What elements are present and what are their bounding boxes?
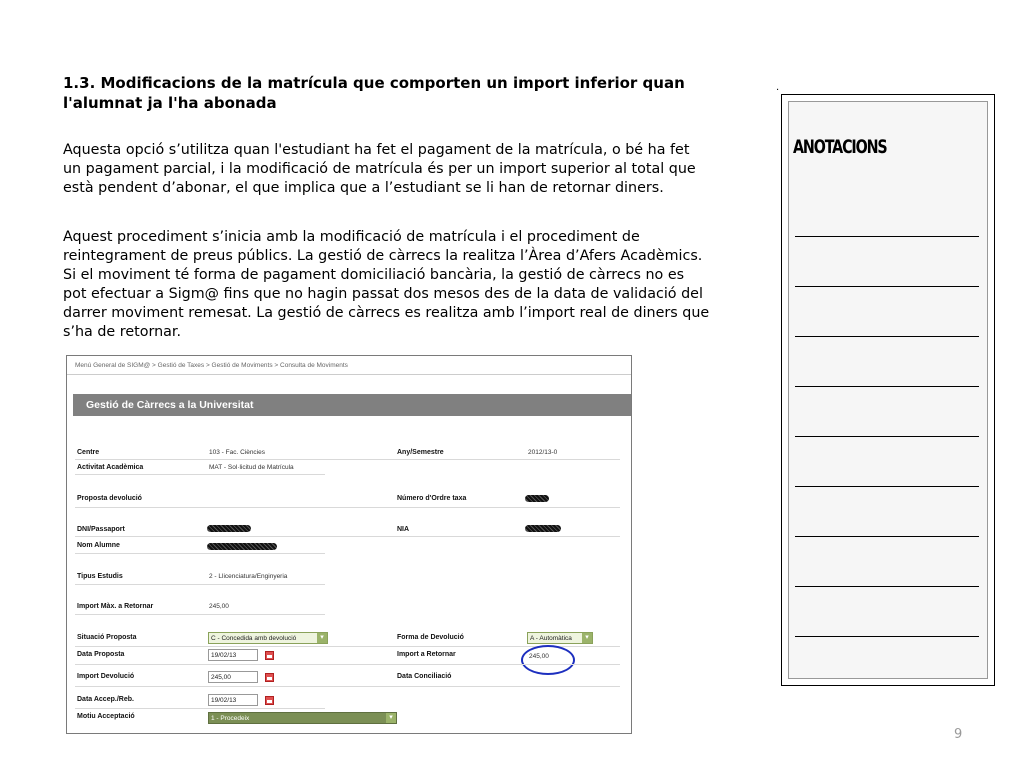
import-retornar-value: 245,00 — [529, 653, 549, 660]
centre-value: 103 - Fac. Ciències — [209, 449, 265, 456]
annotations-box — [781, 94, 995, 686]
situacio-label: Situació Proposta — [77, 634, 137, 641]
annotation-dot: . — [776, 82, 780, 93]
form-title: Gestió de Càrrecs a la Universitat — [73, 394, 631, 416]
calculator-icon[interactable] — [265, 673, 274, 682]
redacted-numero — [525, 495, 549, 502]
motiu-select[interactable] — [208, 712, 397, 724]
data-conciliacio-label: Data Conciliació — [397, 673, 452, 680]
nom-label: Nom Alumne — [77, 542, 120, 549]
note-line[interactable] — [795, 386, 979, 387]
import-devolucio-label: Import Devolució — [77, 673, 135, 680]
note-line[interactable] — [795, 236, 979, 237]
import-max-value: 245,00 — [209, 603, 229, 610]
forma-label: Forma de Devolució — [397, 634, 464, 641]
import-devolucio-input[interactable]: 245,00 — [208, 671, 258, 683]
numero-label: Número d'Ordre taxa — [397, 495, 467, 502]
data-proposta-label: Data Proposta — [77, 651, 125, 658]
chevron-down-icon: ▾ — [317, 633, 327, 643]
nia-label: NIA — [397, 526, 410, 533]
note-line[interactable] — [795, 286, 979, 287]
any-label: Any/Semestre — [397, 449, 444, 456]
embedded-screenshot — [66, 355, 632, 734]
note-line[interactable] — [795, 636, 979, 637]
data-proposta-input[interactable]: 19/02/13 — [208, 649, 258, 661]
redacted-dni — [207, 525, 251, 532]
forma-select[interactable] — [527, 632, 593, 644]
redacted-nia — [525, 525, 561, 532]
tipus-value: 2 - Llicenciatura/Enginyeria — [209, 573, 288, 580]
calendar-icon[interactable] — [265, 651, 274, 660]
chevron-down-icon: ▾ — [386, 713, 396, 723]
page-number: 9 — [954, 727, 963, 742]
centre-label: Centre — [77, 449, 100, 456]
dni-label: DNI/Passaport — [77, 526, 125, 533]
situacio-select-value: C - Concedida amb devolució — [211, 635, 297, 642]
data-accep-label: Data Accep./Reb. — [77, 696, 134, 703]
activitat-label: Activitat Acadèmica — [77, 464, 144, 471]
breadcrumb: Menú General de SIGM@ > Gestió de Taxes > Gestió de Moviments > Consulta de Moviments — [75, 362, 348, 369]
chevron-down-icon: ▾ — [582, 633, 592, 643]
note-line[interactable] — [795, 336, 979, 337]
note-line[interactable] — [795, 586, 979, 587]
note-line[interactable] — [795, 486, 979, 487]
import-retornar-label: Import a Retornar — [397, 651, 456, 658]
forma-select-value: A - Automàtica — [530, 635, 572, 642]
data-accep-input[interactable]: 19/02/13 — [208, 694, 258, 706]
procedure-paragraph: Aquest procediment s’inicia amb la modificació de matrícula i el procediment de reintegrament de preus públics. La gestió de càrrecs la realitza l’Àrea d’Afers Acadèmics. Si el moviment té forma de pagament domiciliació bancària, la gestió de càrrecs no es pot efectuar a Sigm@ fins que no hagin passat dos mesos des de la data de validació del darrer moviment remesat. La gestió de càrrecs es realitza amb l’import real de diners que s’ha de retornar. — [63, 229, 710, 340]
note-line[interactable] — [795, 536, 979, 537]
proposta-label: Proposta devolució — [77, 495, 142, 502]
tipus-label: Tipus Estudis — [77, 573, 123, 580]
section-heading: 1.3. Modificacions de la matrícula que comporten un import inferior quan l'alumnat ja l'ha abonada — [63, 74, 685, 112]
highlight-circle — [521, 645, 575, 675]
import-max-label: Import Màx. a Retornar — [77, 603, 154, 610]
any-value: 2012/13-0 — [528, 449, 558, 456]
calendar-icon[interactable] — [265, 696, 274, 705]
motiu-label: Motiu Acceptació — [77, 713, 135, 720]
redacted-nom — [207, 543, 277, 550]
annotations-title: ANOTACIONS — [793, 136, 887, 158]
activitat-value: MAT - Sol·licitud de Matrícula — [209, 464, 294, 471]
intro-paragraph: Aquesta opció s’utilitza quan l'estudiant ha fet el pagament de la matrícula, o bé ha fet un pagament parcial, i la modificació de matrícula és per un import superior al total que està pendent d’abonar, el que implica que a l’estudiant se li han de retornar diners. — [63, 142, 696, 196]
situacio-select[interactable] — [208, 632, 328, 644]
note-line[interactable] — [795, 436, 979, 437]
motiu-select-value: 1 - Procedeix — [211, 715, 250, 722]
